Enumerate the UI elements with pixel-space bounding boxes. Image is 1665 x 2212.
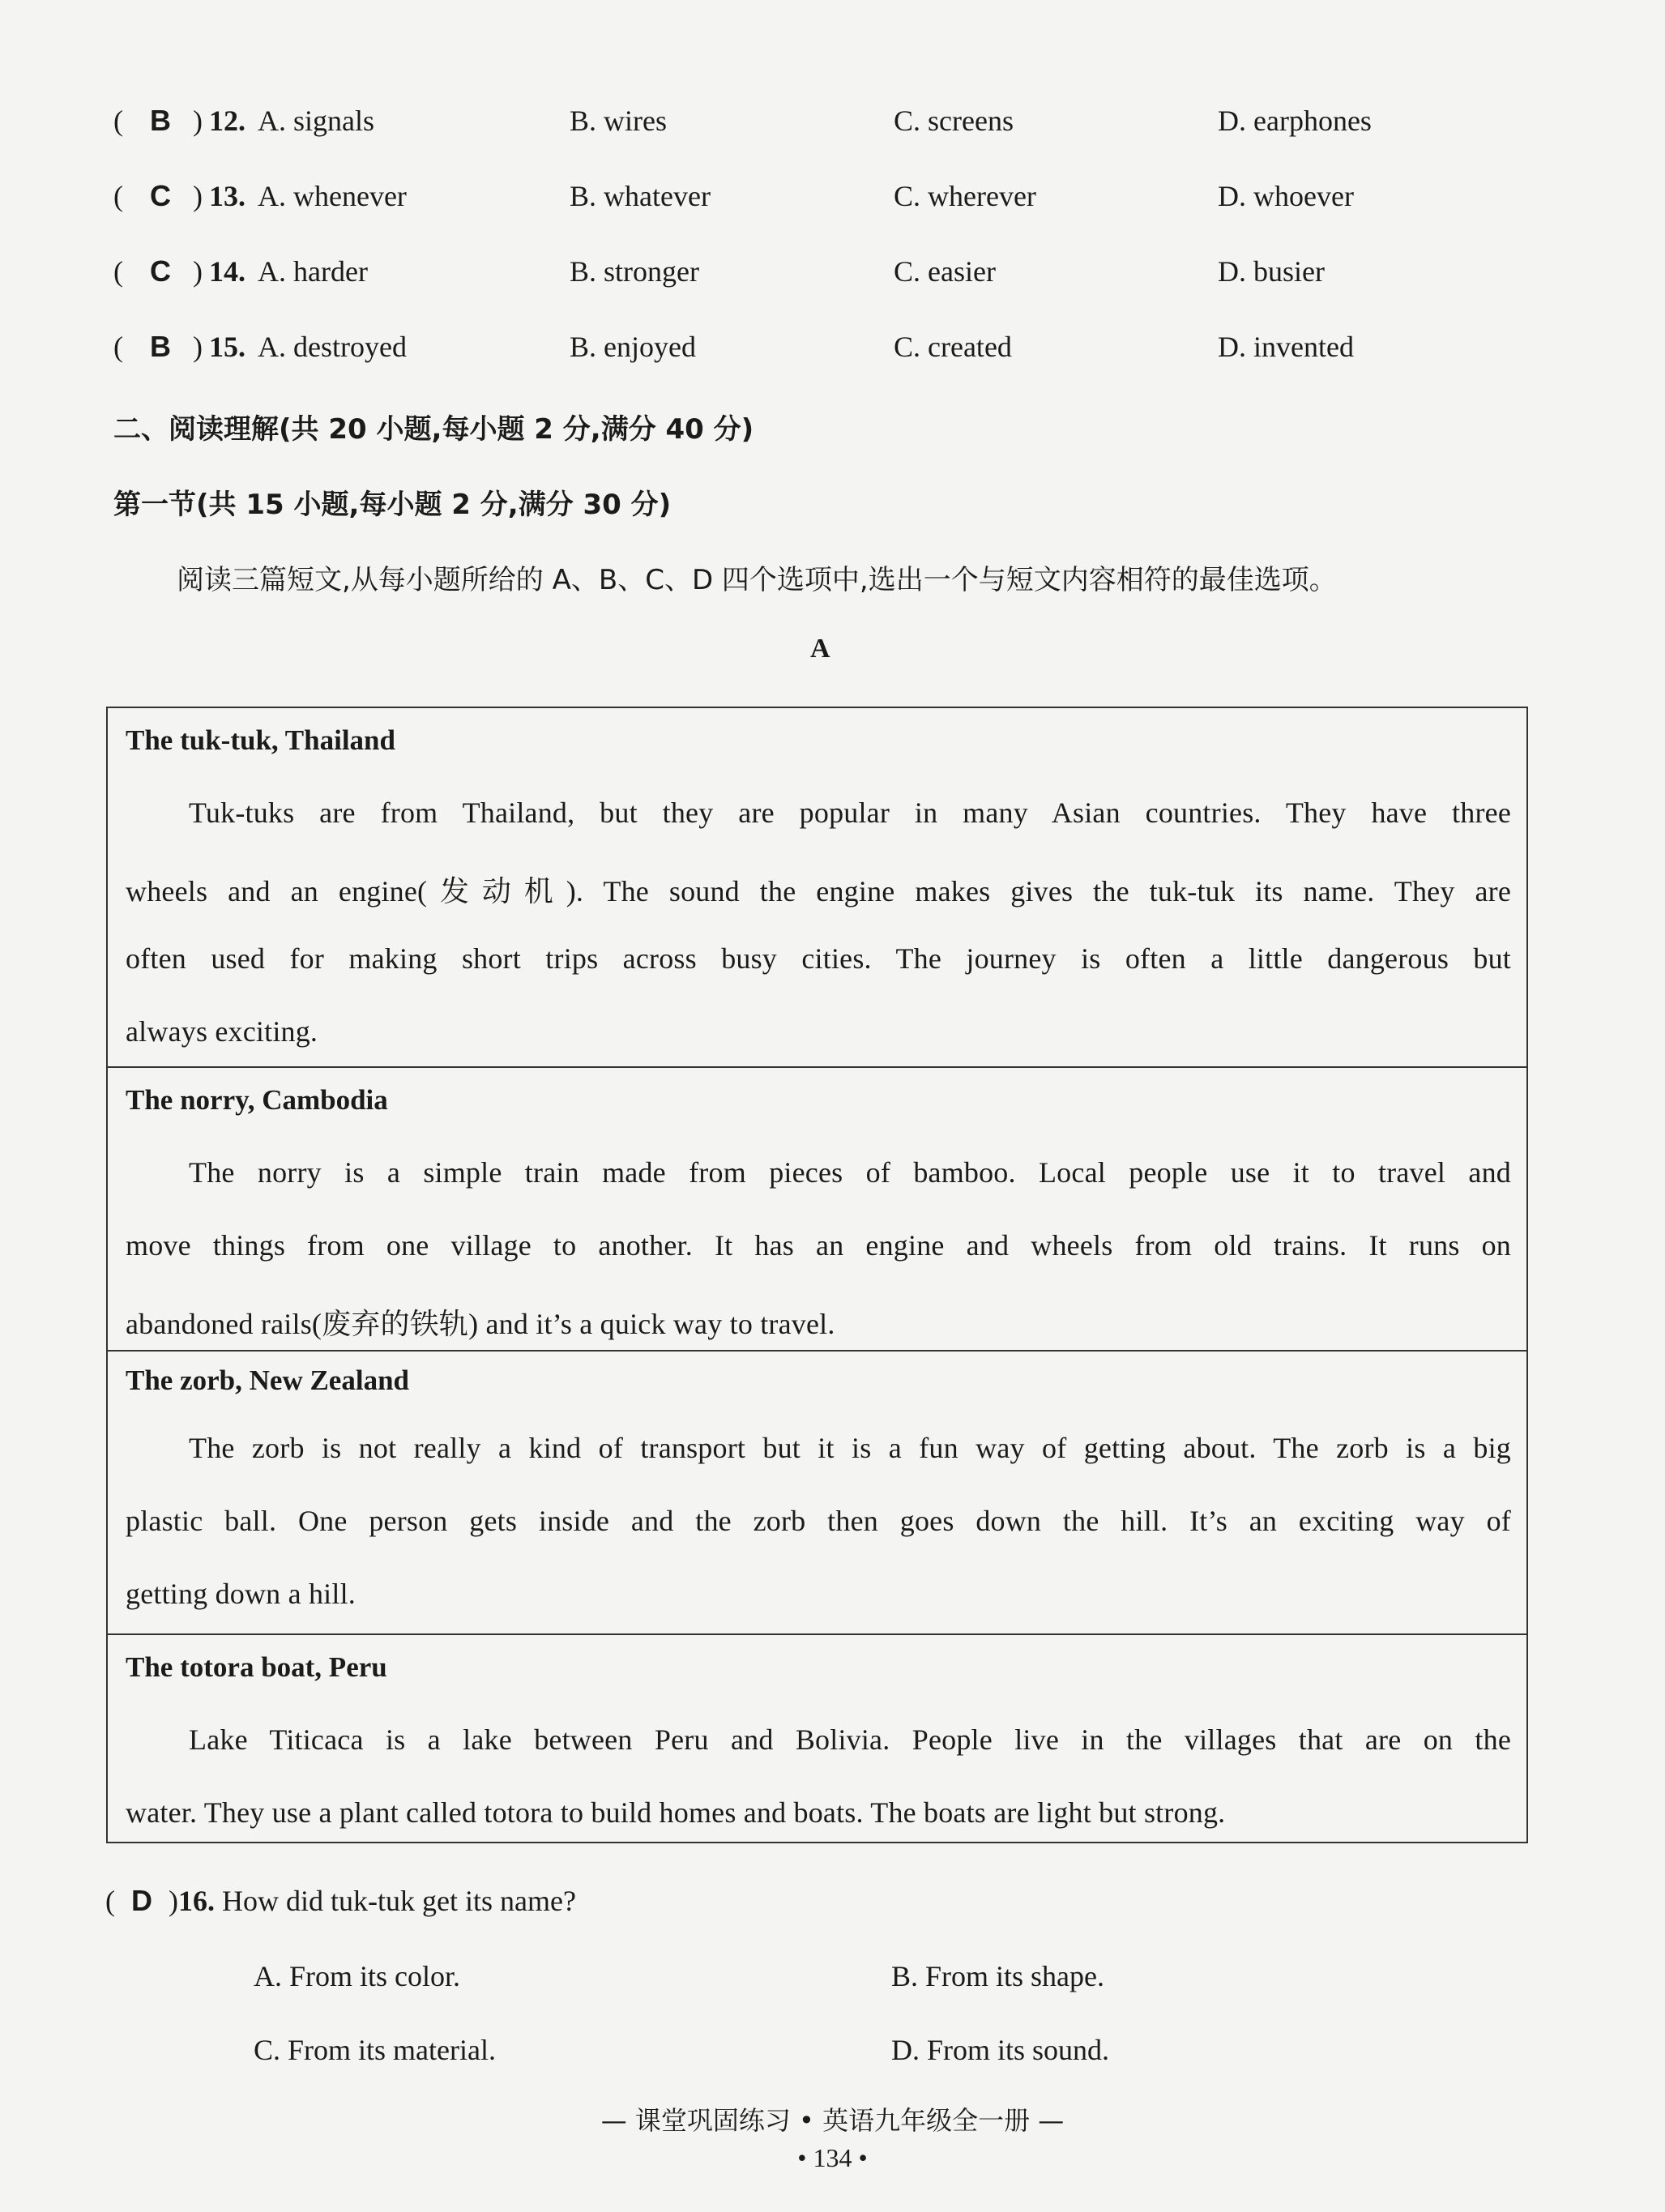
passage-tuk-tuk — [108, 708, 1526, 1066]
option-b: B. wires — [570, 105, 667, 137]
passage-line: move things from one village to another. It has an engine and wheels from old trains. It runs on — [126, 1229, 1511, 1262]
option-c: C. From its material. — [254, 2034, 496, 2066]
option-c: C. wherever — [894, 180, 1036, 212]
option-a: A. harder — [258, 255, 368, 288]
passage-line: water. They use a plant called totora to build homes and boats. The boats are light but strong. — [126, 1796, 1226, 1829]
option-a: A. signals — [258, 105, 374, 137]
option-d: D. invented — [1218, 331, 1354, 363]
instruction: 阅读三篇短文,从每小题所给的 A、B、C、D 四个选项中,选出一个与短文内容相符的最佳选项。 — [177, 564, 1337, 596]
cloze-question-13: ( C ) 13. A. whenever B. whatever C. wherever D. whoever — [113, 179, 1354, 212]
passage-totora — [108, 1633, 1526, 1842]
footer-book-title: — 课堂巩固练习 • 英语九年级全一册 — — [600, 2105, 1065, 2136]
option-b: B. whatever — [570, 180, 711, 212]
cloze-question-14: ( C ) 14. A. harder B. stronger C. easier D. busier — [113, 254, 1325, 288]
option-c: C. created — [894, 331, 1012, 363]
option-c: C. easier — [894, 255, 996, 288]
passage-line: plastic ball. One person gets inside and the zorb then goes down the hill. It’s an exciting way of — [126, 1505, 1511, 1537]
question-number: 14. — [209, 255, 245, 288]
option-a: A. From its color. — [254, 1960, 461, 1992]
answer-mark: B — [150, 104, 171, 137]
option-c: C. screens — [894, 105, 1014, 137]
passage-title: The norry, Cambodia — [126, 1084, 388, 1116]
option-b: B. stronger — [570, 255, 699, 288]
passage-line: often used for making short trips across busy cities. The journey is often a little dangerous but — [126, 942, 1511, 975]
cloze-question-12: ( B ) 12. A. signals B. wires C. screens D. earphones — [113, 104, 1372, 137]
answer-mark: C — [150, 254, 171, 288]
answer-mark: C — [150, 179, 171, 212]
section-heading: 二、阅读理解(共 20 小题,每小题 2 分,满分 40 分) — [113, 413, 754, 446]
option-b: B. enjoyed — [570, 331, 696, 363]
passage-zorb — [108, 1350, 1526, 1633]
option-a: A. whenever — [258, 180, 407, 212]
cloze-question-15: ( B ) 15. A. destroyed B. enjoyed C. created D. invented — [113, 330, 1354, 363]
passage-letter: A — [810, 634, 830, 664]
option-d: D. busier — [1218, 255, 1325, 288]
passage-line: abandoned rails(废弃的铁轨) and it’s a quick way to travel. — [126, 1308, 835, 1340]
passage-title: The zorb, New Zealand — [126, 1364, 409, 1396]
question-number: 16. — [178, 1885, 215, 1917]
page-number: • 134 • — [797, 2143, 868, 2172]
answer-mark: B — [150, 330, 171, 363]
passage-title: The tuk-tuk, Thailand — [126, 724, 395, 756]
question-number: 15. — [209, 331, 245, 363]
question-stem: How did tuk-tuk get its name? — [222, 1885, 576, 1917]
question-number: 12. — [209, 105, 245, 137]
option-d: D. earphones — [1218, 105, 1372, 137]
passage-line: The zorb is not really a kind of transport but it is a fun way of getting about. The zorb is a big — [189, 1432, 1511, 1464]
passage-line: getting down a hill. — [126, 1578, 356, 1610]
option-b: B. From its shape. — [891, 1960, 1105, 1992]
passage-line: The norry is a simple train made from pieces of bamboo. Local people use it to travel and — [189, 1156, 1511, 1189]
passage-table — [106, 707, 1528, 1843]
question-16: ( D )16. How did tuk-tuk get its name? — [105, 1884, 576, 1917]
subsection-heading: 第一节(共 15 小题,每小题 2 分,满分 30 分) — [113, 489, 672, 521]
option-d: D. whoever — [1218, 180, 1354, 212]
passage-line: wheels and an engine(发动机). The sound the engine makes gives the tuk-tuk its name. They are — [126, 875, 1511, 907]
passage-norry — [108, 1066, 1526, 1350]
option-d: D. From its sound. — [891, 2034, 1110, 2066]
passage-line: Lake Titicaca is a lake between Peru and Bolivia. People live in the villages that are on the — [189, 1723, 1511, 1756]
passage-line: Tuk-tuks are from Thailand, but they are popular in many Asian countries. They have three — [189, 796, 1511, 829]
passage-line: always exciting. — [126, 1015, 318, 1048]
answer-mark: D — [131, 1884, 152, 1917]
option-a: A. destroyed — [258, 331, 407, 363]
passage-title: The totora boat, Peru — [126, 1651, 387, 1683]
question-number: 13. — [209, 180, 245, 212]
